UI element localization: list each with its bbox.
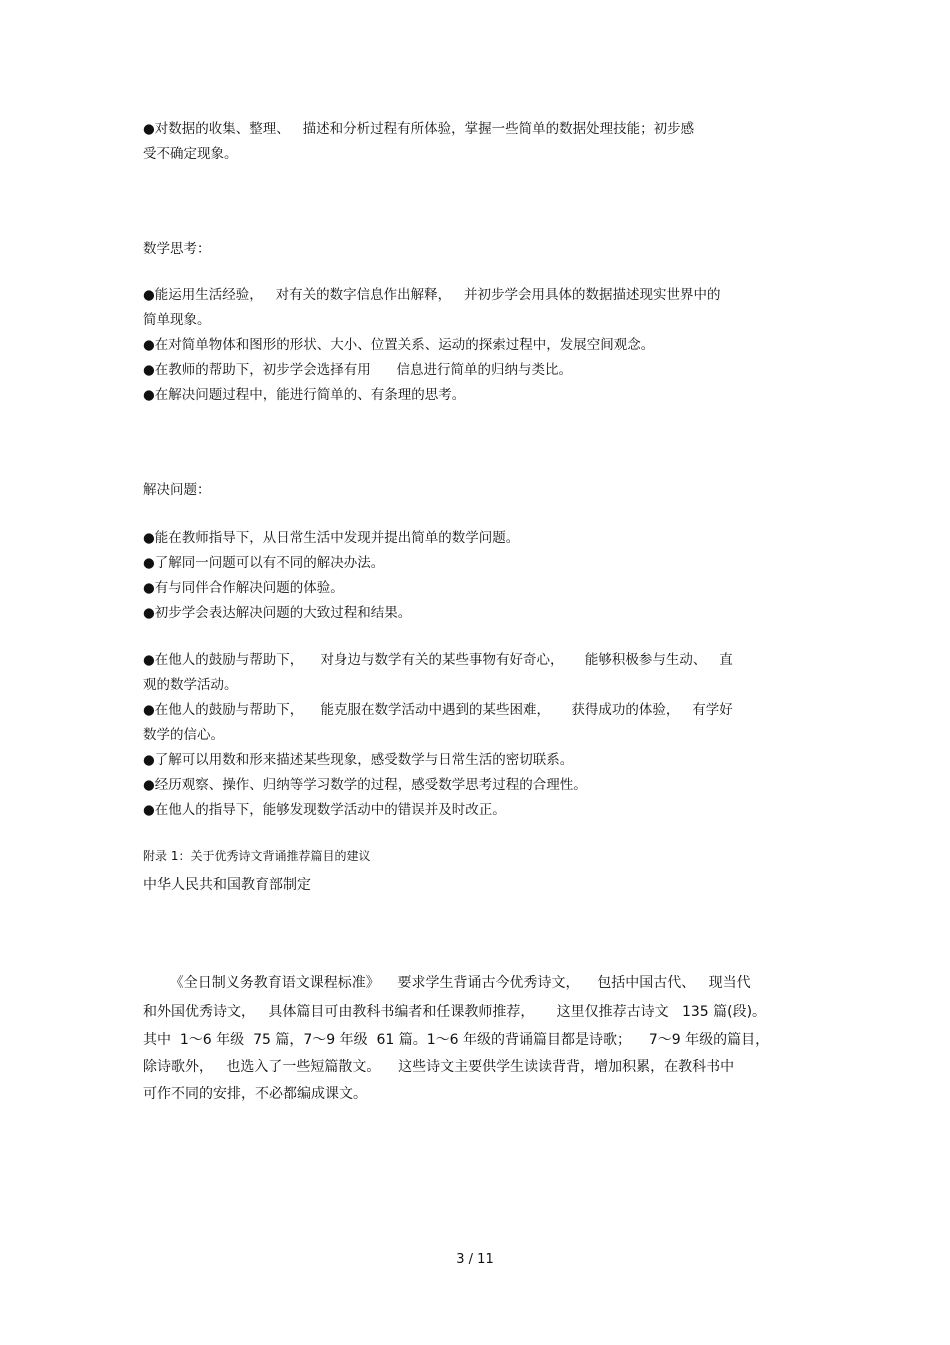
data-processing-line-1: ●对数据的收集、整理、 描述和分析过程有所体验，掌握一些简单的数据处理技能；初步感 (143, 121, 695, 137)
intro-line-1: 《全日制义务教育语文课程标准》 要求学生背诵古今优秀诗文， 包括中国古代、 现当代 (143, 975, 751, 991)
intro-line-5: 可作不同的安排，不必都编成课文。 (143, 1086, 367, 1102)
intro-line-3: 其中 1～6 年级 75 篇，7～9 年级 61 篇。1～6 年级的背诵篇目都是诗歌； 7～9 年级的篇目， (143, 1032, 770, 1048)
math-thinking-line-5: ●在解决问题过程中，能进行简单的、有条理的思考。 (143, 387, 466, 403)
attitude-line-7: ●在他人的指导下，能够发现数学活动中的错误并及时改正。 (143, 802, 506, 818)
attitude-line-3: ●在他人的鼓励与帮助下， 能克服在数学活动中遇到的某些困难， 获得成功的体验， 有学好 (143, 702, 733, 718)
math-thinking-line-1: ●能运用生活经验， 对有关的数字信息作出解释， 并初步学会用具体的数据描述现实世界中的 (143, 287, 721, 303)
attitude-line-4: 数学的信心。 (143, 727, 224, 743)
attitude-line-5: ●了解可以用数和形来描述某些现象，感受数学与日常生活的密切联系。 (143, 752, 574, 768)
appendix-issuer: 中华人民共和国教育部制定 (143, 877, 311, 893)
problem-solving-line-1: ●能在教师指导下，从日常生活中发现并提出简单的数学问题。 (143, 530, 520, 546)
appendix-title: 附录 1：关于优秀诗文背诵推荐篇目的建议 (143, 849, 371, 863)
attitude-line-1: ●在他人的鼓励与帮助下， 对身边与数学有关的某些事物有好奇心， 能够积极参与生动、 直 (143, 652, 733, 668)
math-thinking-line-4: ●在教师的帮助下，初步学会选择有用 信息进行简单的归纳与类比。 (143, 362, 573, 378)
intro-line-4: 除诗歌外， 也选入了一些短篇散文。 这些诗文主要供学生读读背背，增加积累，在教科书中 (143, 1059, 735, 1075)
problem-solving-line-4: ●初步学会表达解决问题的大致过程和结果。 (143, 605, 412, 621)
data-processing-line-2: 受不确定现象。 (143, 146, 238, 162)
attitude-line-2: 观的数学活动。 (143, 677, 238, 693)
math-thinking-heading: 数学思考： (143, 241, 211, 257)
attitude-line-6: ●经历观察、操作、归纳等学习数学的过程，感受数学思考过程的合理性。 (143, 777, 587, 793)
problem-solving-line-3: ●有与同伴合作解决问题的体验。 (143, 580, 344, 596)
math-thinking-line-2: 简单现象。 (143, 312, 211, 328)
problem-solving-heading: 解决问题： (143, 482, 211, 498)
math-thinking-line-3: ●在对简单物体和图形的形状、大小、位置关系、运动的探索过程中，发展空间观念。 (143, 337, 655, 353)
page-number: 3 / 11 (456, 1252, 494, 1267)
problem-solving-line-2: ●了解同一问题可以有不同的解决办法。 (143, 555, 385, 571)
intro-line-2: 和外国优秀诗文， 具体篇目可由教科书编者和任课教师推荐， 这里仅推荐古诗文 135 篇(段)。 (143, 1004, 767, 1020)
